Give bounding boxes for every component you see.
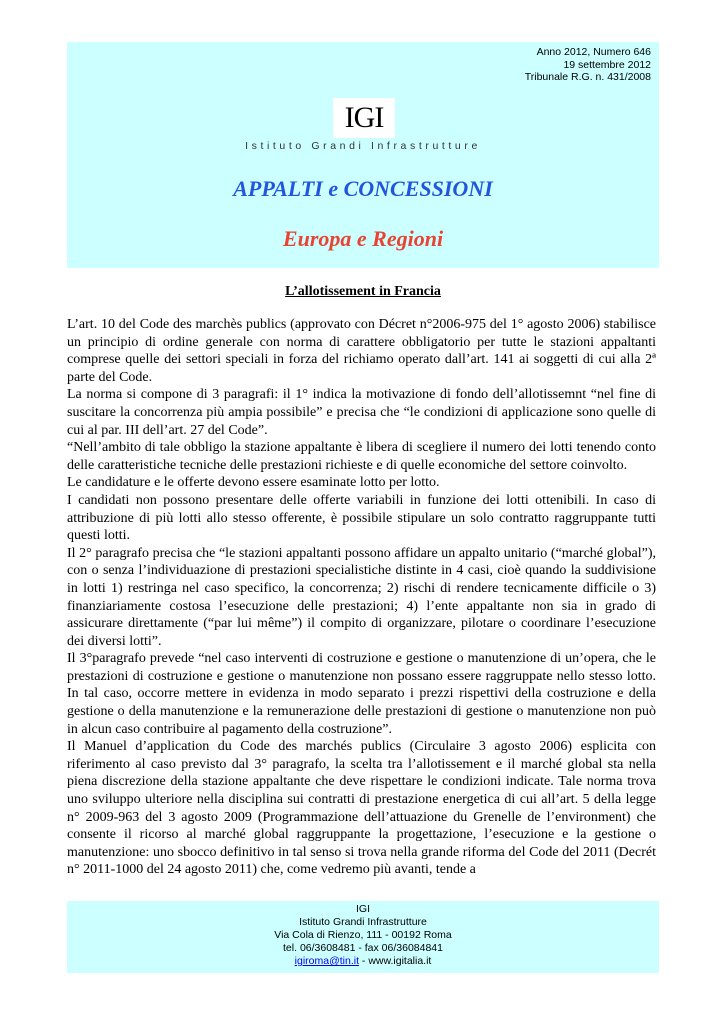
- paragraph: “Nell’ambito di tale obbligo la stazione appaltante è libera di scegliere il numero dei lotti tenendo conto delle caratteristiche tecniche delle prestazioni richieste e di quelle economiche del settore coinvolto.: [67, 440, 656, 473]
- newsletter-subtitle: Europa e Regioni: [282, 226, 444, 251]
- masthead: [67, 42, 659, 268]
- issue-info: [525, 46, 651, 84]
- footer-phone-fax: tel. 06/3608481 - fax 06/36084841: [283, 942, 443, 954]
- paragraph: Il 2° paragrafo precisa che “le stazioni appaltanti possono affidare un appalto unitario (“marché global”), con o senza l’individuazione di prestazioni specialistiche distinte in 4 casi, cioè quando la suddivisione in lotti 1) restringa nel caso specifico, la concorrenza; 2) rischi di rendere tecnicamente difficile o 3) finanziariamente costosa l’esecuzione delle prestazioni; 4) l’ente appaltante non sia in grado di assicurare direttamente (“par lui même”) il compito di organizzare, pilotare o coordinare l’esecuzione dei diversi lotti”.: [67, 545, 656, 649]
- newsletter-title: APPALTI e CONCESSIONI: [233, 176, 493, 201]
- organization-name: Istituto Grandi Infrastrutture: [245, 140, 481, 152]
- contact-separator: -: [358, 955, 369, 967]
- paragraph: La norma si compone di 3 paragrafi: il 1° indica la motivazione di fondo dell’allotissemnt “nel fine di suscitare la concorrenza più ampia possibile” e precisa che “le condizioni di applicazione sono quelle di cui al par. III dell’art. 27 del Code”.: [67, 387, 656, 438]
- igi-logo: IGI: [333, 98, 395, 138]
- footer-org-short: IGI: [355, 903, 370, 915]
- footer-address: Via Cola di Rienzo, 111 - 00192 Roma: [274, 929, 452, 941]
- paragraph: Il Manuel d’application du Code des marchés publics (Circulaire 3 agosto 2006) esplicita con riferimento al caso previsto dal 3° paragrafo, la scelta tra l’allotissement e il marché global sta nella piena discrezione della stazione appaltante che deve rispettare le condizioni indicate. Tale norma trova uno sviluppo ulteriore nella disciplina sui contratti di prestazione energetica di cui all’art. 5 della legge n° 2009-963 del 3 agosto 2009 (Programmazione dell’attuazione du Grenelle de l’environment) che consente il ricorso al marché global raggruppante la progettazione, l’esecuzione e la gestione o manutenzione: uno sbocco definitivo in tal senso si trova nella grande riforma del Code del 2011 (Decrét n° 2011-1000 del 24 agosto 2011) che, come vedremo più avanti, tende a: [67, 739, 656, 878]
- issue-date: 19 settembre 2012: [563, 58, 651, 71]
- paragraph: Le candidature e le offerte devono essere esaminate lotto per lotto.: [67, 475, 440, 491]
- issue-number: Anno 2012, Numero 646: [536, 46, 651, 58]
- article-body: [67, 316, 656, 879]
- paragraph: Il 3°paragrafo prevede “nel caso interventi di costruzione e gestione o manutenzione di un’opera, che le prestazioni di costruzione e gestione o manutenzione non possano essere raggruppate nello stesso lotto. In tal caso, occorre mettere in evidenza in modo separato i prezzi rispettivi della costruzione e della gestione o della manutenzione e la remunerazione delle prestazioni di gestione o manutenzione non può in alcun caso contribuire al pagamento della costruzione”.: [67, 651, 656, 737]
- email-link[interactable]: igiroma@tin.it: [294, 955, 359, 967]
- footer-contacts: [67, 955, 659, 968]
- footer: [67, 901, 659, 973]
- court-registration: Tribunale R.G. n. 431/2008: [524, 71, 651, 83]
- paragraph: L’art. 10 del Code des marchès publics (approvato con Décret n°2006-975 del 1° agosto 2006) stabilisce un principio di ordine generale con norma di carattere obbligatorio per tutte le stazioni appaltanti comprese quelle dei settori speciali in forza del richiamo operato dall’art. 141 ai soggetti di cui alla 2ª parte del Code.: [67, 317, 656, 385]
- paragraph: I candidati non possono presentare delle offerte variabili in funzione dei lotti ottenibili. In caso di attribuzione di più lotti allo stesso offerente, è possibile stipulare un solo contratto raggruppante tutti questi lotti.: [67, 492, 656, 544]
- footer-org-name: Istituto Grandi Infrastrutture: [299, 916, 427, 928]
- article-title: L’allotissement in Francia: [285, 284, 441, 299]
- website-text: www.igitalia.it: [368, 955, 432, 967]
